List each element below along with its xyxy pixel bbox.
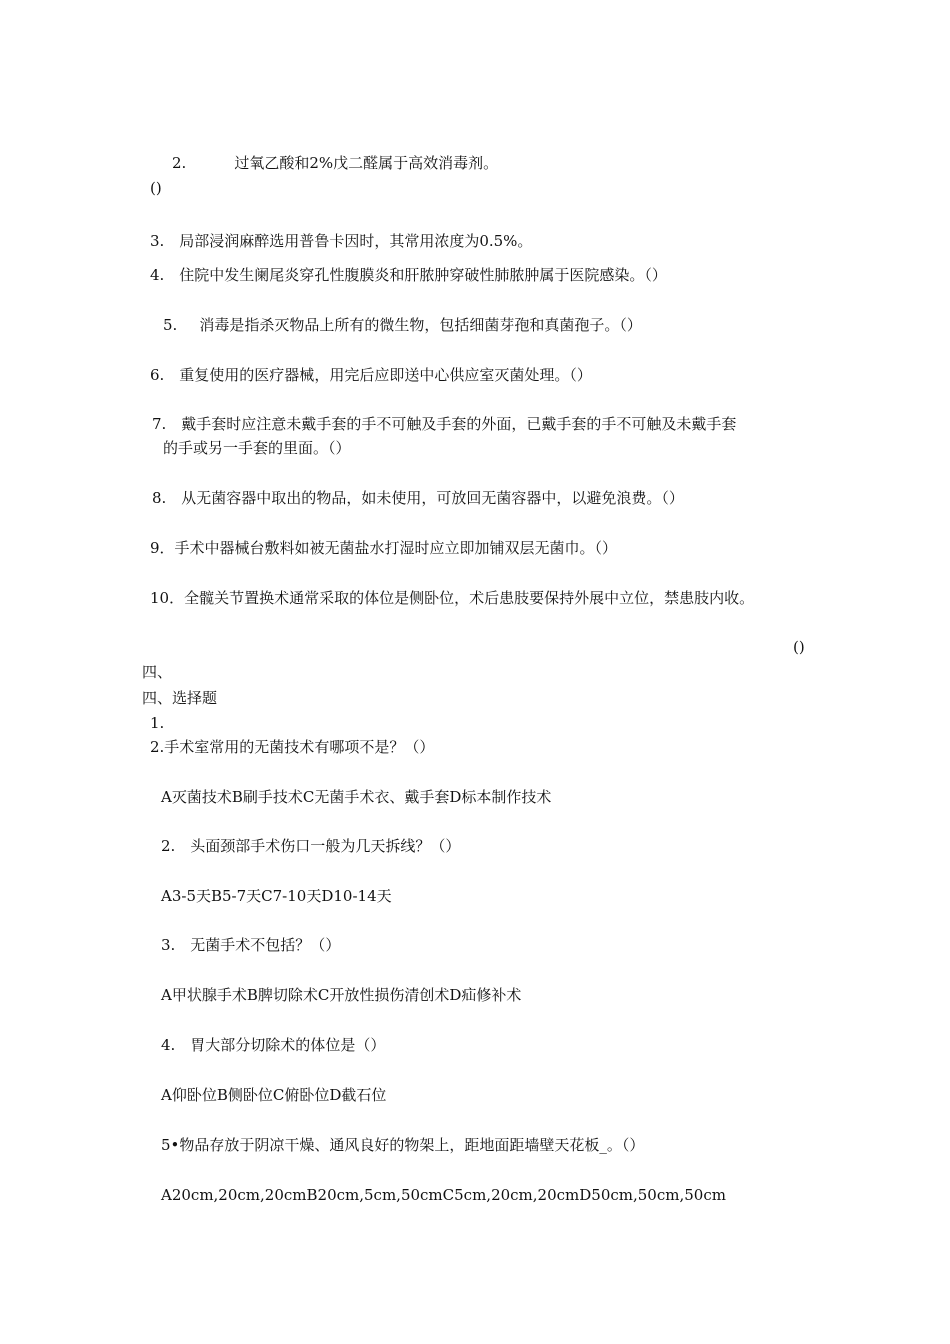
choice-q5: 5•物品存放于阴凉干燥、通风良好的物架上，距地面距墙壁天花板_。（）	[161, 1136, 645, 1154]
section-title: 四、选择题	[142, 689, 218, 707]
choice-q4: 4. 胃大部分切除术的体位是（）	[161, 1036, 386, 1054]
judgment-q5-text: 消毒是指杀灭物品上所有的微生物，包括细菌芽孢和真菌孢子。（）	[199, 316, 642, 334]
choice-q2: 2. 头面颈部手术伤口一般为几天拆线？（）	[161, 837, 461, 855]
choice-q3: 3. 无菌手术不包括？（）	[161, 936, 341, 954]
judgment-q5	[163, 315, 642, 335]
choice-item-1: 1.	[150, 714, 165, 732]
choice-q3-options: A甲状腺手术B脾切除术C开放性损伤清创术D疝修补术	[161, 986, 522, 1004]
judgment-q10: 10．全髋关节置换术通常采取的体位是侧卧位，术后患肢要保持外展中立位，禁患肢内收。	[150, 589, 755, 607]
judgment-q2-number: 2.	[172, 154, 187, 172]
judgment-q7-line1: 7. 戴手套时应注意未戴手套的手不可触及手套的外面，已戴手套的手不可触及未戴手套	[152, 415, 737, 433]
choice-q1-options: A灭菌技术B刷手技术C无菌手术衣、戴手套D标本制作技术	[161, 788, 552, 806]
judgment-q4: 4. 住院中发生阑尾炎穿孔性腹膜炎和肝脓肿穿破性肺脓肿属于医院感染。（）	[150, 266, 667, 284]
judgment-q2	[172, 153, 498, 173]
judgment-q8: 8. 从无菌容器中取出的物品，如未使用，可放回无菌容器中，以避免浪费。（）	[152, 489, 684, 507]
choice-q5-options: A20cm,20cm,20cmB20cm,5cm,50cmC5cm,20cm,20cmD50cm,50cm,50cm	[161, 1186, 726, 1204]
judgment-q10-paren: ()	[793, 638, 805, 656]
judgment-q9: 9．手术中器械台敷料如被无菌盐水打湿时应立即加铺双层无菌巾。（）	[150, 539, 618, 557]
judgment-q6: 6. 重复使用的医疗器械，用完后应即送中心供应室灭菌处理。（）	[150, 366, 592, 384]
judgment-q5-number: 5.	[163, 316, 178, 334]
judgment-q2-text: 过氧乙酸和2%戊二醛属于高效消毒剂。	[234, 154, 499, 172]
judgment-q7-line2: 的手或另一手套的里面。（）	[163, 439, 351, 457]
choice-q4-options: A仰卧位B侧卧位C俯卧位D截石位	[161, 1086, 387, 1104]
choice-q2-options: A3-5天B5-7天C7-10天D10-14天	[161, 887, 392, 905]
choice-q1: 2.手术室常用的无菌技术有哪项不是？（）	[150, 738, 435, 756]
judgment-q3: 3. 局部浸润麻醉选用普鲁卡因时，其常用浓度为0.5%。	[150, 232, 533, 250]
section-heading: 四、	[142, 663, 173, 681]
judgment-q2-paren: ()	[150, 179, 162, 197]
